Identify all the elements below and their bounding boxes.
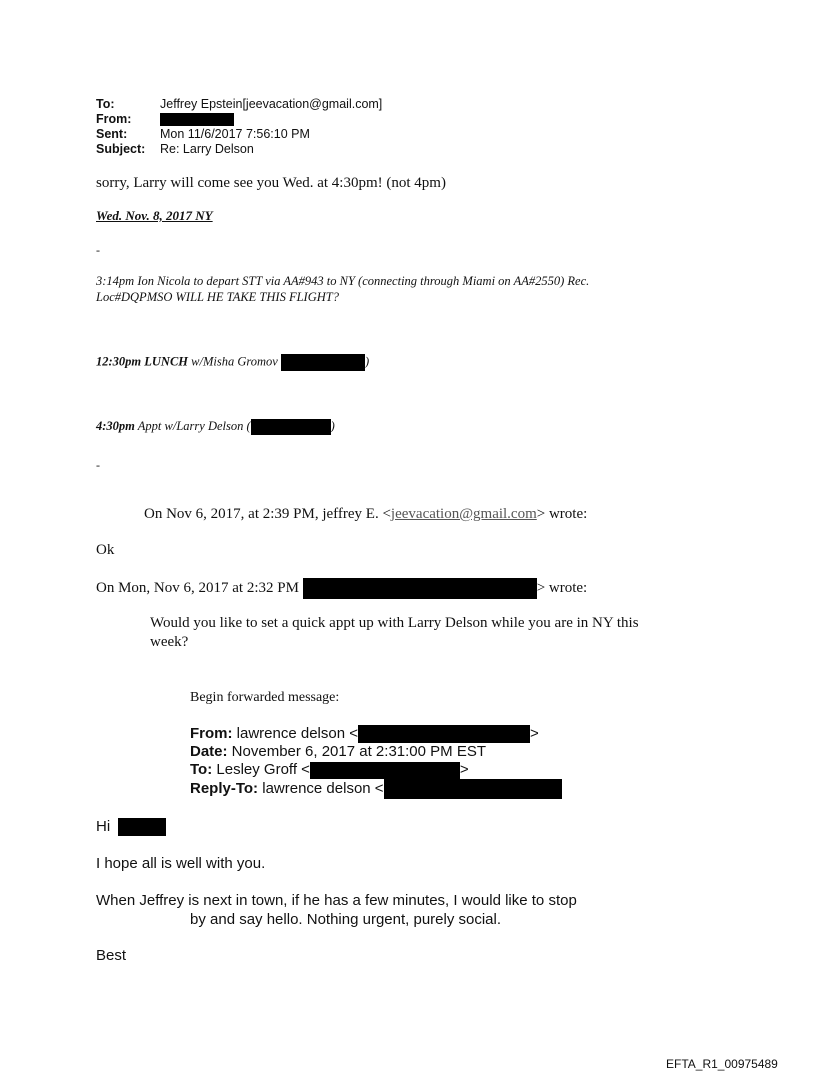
- from-label: From:: [96, 112, 132, 126]
- redaction-box: [310, 762, 460, 779]
- sent-label: Sent:: [96, 127, 128, 141]
- appt-text: Appt w/Larry Delson (: [134, 419, 251, 433]
- redaction-box: [251, 419, 331, 435]
- lunch-close: ): [364, 354, 370, 369]
- forward-to-label: To:: [190, 761, 213, 779]
- appt-time: 4:30pm: [96, 419, 135, 433]
- forward-from-label: From:: [190, 725, 233, 742]
- redaction-box: [358, 725, 530, 743]
- forward-header: [190, 725, 562, 799]
- on-mon-prefix: On Mon, Nov 6, 2017 at 2:32 PM: [96, 579, 303, 596]
- subject-label: Subject:: [96, 142, 146, 156]
- lunch-line: [96, 354, 369, 371]
- appt-close: ): [330, 419, 335, 433]
- forward-replyto-row: [190, 779, 562, 799]
- forward-heading: Begin forwarded message:: [190, 690, 340, 705]
- forward-from-row: [190, 725, 562, 743]
- redaction-box: [281, 354, 365, 371]
- question-line-2: week?: [150, 634, 189, 650]
- forward-to-row: [190, 761, 562, 779]
- forward-to-value: Lesley Groff <: [212, 761, 310, 779]
- flight-line-2: Loc#DQPMSO WILL HE TAKE THIS FLIGHT?: [96, 290, 339, 304]
- reply-on-prefix: On Nov 6, 2017, at 2:39 PM, jeffrey E. <: [144, 506, 391, 522]
- lunch-text: w/Misha Gromov: [188, 354, 281, 369]
- date-heading: Wed. Nov. 8, 2017 NY: [96, 208, 213, 223]
- body-line-1: sorry, Larry will come see you Wed. at 4:30pm! (not 4pm): [96, 175, 446, 191]
- redaction-box: [118, 818, 166, 836]
- on-mon-wrote: > wrote:: [536, 579, 588, 596]
- dash-separator: -: [96, 243, 100, 257]
- question-line-1: Would you like to set a quick appt up with Larry Delson while you are in NY this: [150, 615, 639, 631]
- forward-date-label: Date:: [190, 743, 228, 761]
- email-link[interactable]: jeevacation@gmail.com: [390, 506, 537, 522]
- redaction-box: [160, 113, 234, 126]
- flight-line-1: 3:14pm Ion Nicola to depart STT via AA#943 to NY (connecting through Miami on AA#2550) Rec.: [96, 274, 590, 288]
- header-from-row: [96, 112, 382, 127]
- forward-from-close: >: [530, 725, 539, 742]
- forward-replyto-label: Reply-To:: [190, 780, 259, 797]
- subject-value: Re: Larry Delson: [160, 142, 254, 156]
- reply-on-suffix: > wrote:: [536, 506, 588, 522]
- when-line-1: When Jeffrey is next in town, if he has a few minutes, I would like to stop: [96, 892, 577, 909]
- forward-date-value: November 6, 2017 at 2:31:00 PM EST: [227, 743, 486, 761]
- sent-value: Mon 11/6/2017 7:56:10 PM: [160, 127, 310, 141]
- dash-separator: -: [96, 458, 100, 472]
- ok-text: Ok: [96, 542, 115, 558]
- when-line-2: by and say hello. Nothing urgent, purely social.: [190, 911, 502, 928]
- hope-line: I hope all is well with you.: [96, 855, 266, 872]
- to-label: To:: [96, 97, 115, 111]
- sign-off: Best: [96, 947, 127, 964]
- appt-line: [96, 419, 335, 435]
- bates-number: EFTA_R1_00975489: [666, 1057, 778, 1071]
- reply-attribution: [144, 506, 587, 523]
- header-sent-row: [96, 127, 382, 142]
- lunch-time: 12:30pm LUNCH: [96, 354, 189, 369]
- on-mon-attribution: [96, 578, 587, 599]
- greeting: [96, 818, 166, 836]
- redaction-box: [384, 779, 562, 799]
- forward-replyto-value: lawrence delson <: [258, 780, 384, 797]
- header-subject-row: [96, 142, 382, 157]
- email-header: [96, 97, 382, 157]
- forward-to-close: >: [459, 761, 469, 779]
- forward-date-row: [190, 743, 562, 761]
- redaction-box: [303, 578, 537, 599]
- forward-from-value: lawrence delson <: [232, 725, 358, 742]
- greeting-text: Hi: [96, 818, 111, 835]
- to-value: Jeffrey Epstein[jeevacation@gmail.com]: [160, 97, 383, 111]
- header-to-row: [96, 97, 382, 112]
